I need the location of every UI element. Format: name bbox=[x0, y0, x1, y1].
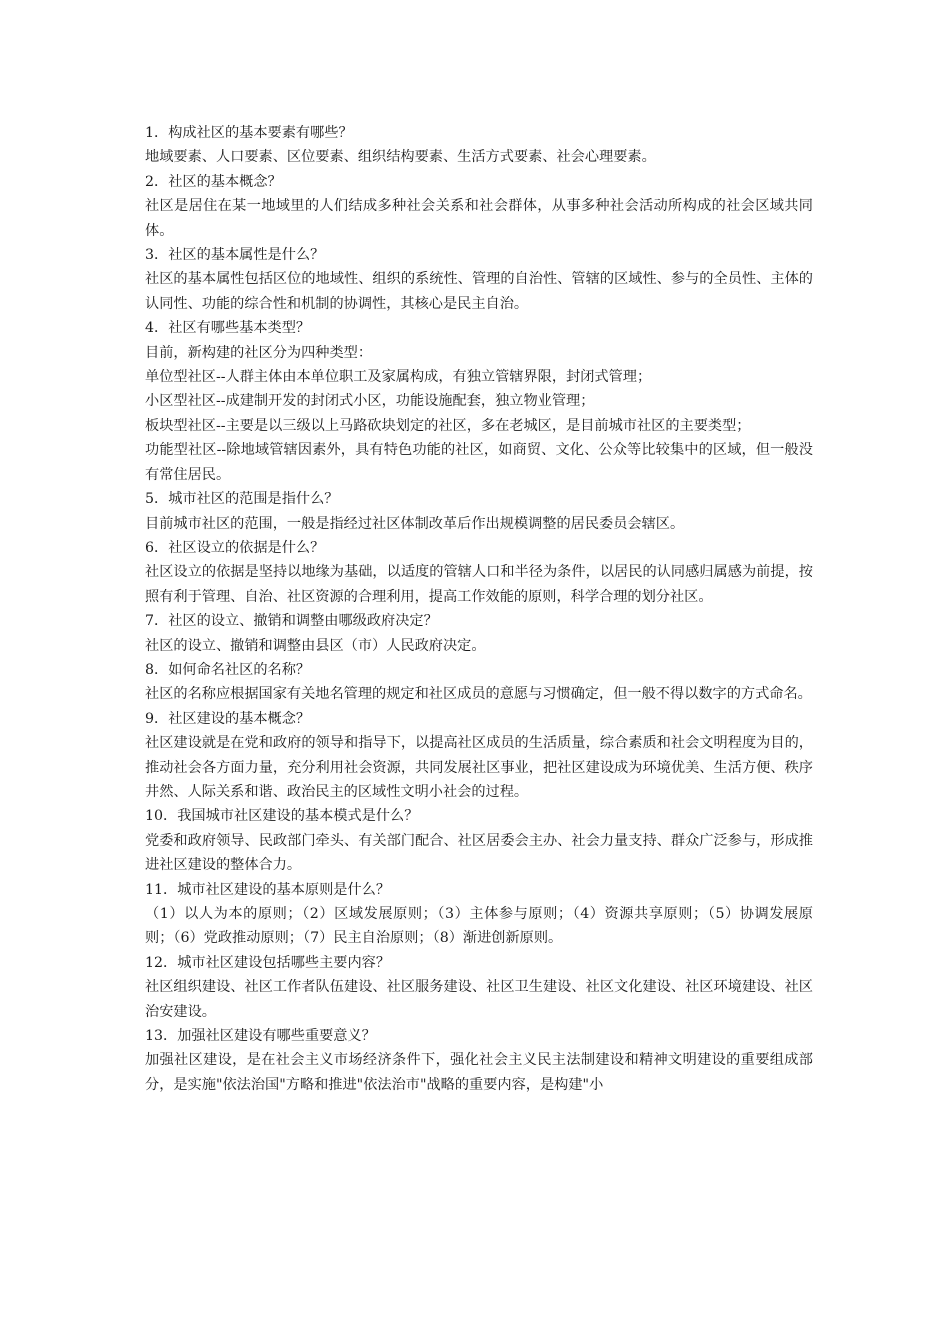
question-8: 8．如何命名社区的名称？ bbox=[145, 661, 311, 678]
question-2: 2．社区的基本概念？ bbox=[145, 173, 282, 190]
answer-4-type-block: 板块型社区--主要是以三级以上马路砍块划定的社区，多在老城区，是目前城市社区的主要类型； bbox=[145, 417, 751, 434]
answer-9: 社区建设就是在党和政府的领导和指导下，以提高社区成员的生活质量，综合素质和社会文明程度为目的，推动社会各方面力量，充分利用社会资源，共同发展社区事业，把社区建设成为环境优美、生活方便、秩序井然、人际关系和谐、政治民主的区域性文明小社会的过程。 bbox=[145, 735, 813, 800]
question-7: 7．社区的设立、撤销和调整由哪级政府决定？ bbox=[145, 613, 438, 630]
answer-3: 社区的基本属性包括区位的地域性、组织的系统性、管理的自治性、管辖的区域性、参与的全员性、主体的认同性、功能的综合性和机制的协调性，其核心是民主自治。 bbox=[145, 271, 813, 312]
document-body bbox=[145, 121, 813, 1097]
question-13: 13．加强社区建设有哪些重要意义？ bbox=[145, 1028, 376, 1045]
answer-11: （1）以人为本的原则；（2）区域发展原则；（3）主体参与原则；（4）资源共享原则；（5）协调发展原则；（6）党政推动原则；（7）民主自治原则；（8）渐进创新原则。 bbox=[145, 906, 813, 947]
answer-2: 社区是居住在某一地域里的人们结成多种社会关系和社会群体，从事多种社会活动所构成的社会区域共同体。 bbox=[145, 198, 813, 239]
question-6: 6．社区设立的依据是什么？ bbox=[145, 539, 325, 556]
answer-6: 社区设立的依据是坚持以地缘为基础，以适度的管辖人口和半径为条件，以居民的认同感归属感为前提，按照有利于管理、自治、社区资源的合理利用，提高工作效能的原则，科学合理的划分社区。 bbox=[145, 564, 813, 605]
answer-8: 社区的名称应根据国家有关地名管理的规定和社区成员的意愿与习惯确定，但一般不得以数字的方式命名。 bbox=[145, 686, 812, 703]
answer-10: 党委和政府领导、民政部门牵头、有关部门配合、社区居委会主办、社会力量支持、群众广泛参与，形成推进社区建设的整体合力。 bbox=[145, 832, 813, 874]
answer-1: 地域要素、人口要素、区位要素、组织结构要素、生活方式要素、社会心理要素。 bbox=[145, 149, 656, 166]
question-12: 12．城市社区建设包括哪些主要内容？ bbox=[145, 954, 391, 971]
answer-7: 社区的设立、撤销和调整由县区（市）人民政府决定。 bbox=[145, 637, 486, 654]
question-9: 9．社区建设的基本概念？ bbox=[145, 710, 311, 727]
answer-4-type-functional: 功能型社区--除地域管辖因素外，具有特色功能的社区，如商贸、文化、公众等比较集中的区域，但一般没有常住居民。 bbox=[145, 442, 813, 483]
answer-13: 加强社区建设，是在社会主义市场经济条件下，强化社会主义民主法制建设和精神文明建设的重要组成部分，是实施"依法治国"方略和推进"依法治市"战略的重要内容，是构建"小 bbox=[145, 1052, 813, 1093]
question-3: 3．社区的基本属性是什么？ bbox=[145, 247, 325, 264]
answer-4-intro: 目前，新构建的社区分为四种类型： bbox=[145, 344, 373, 361]
answer-5: 目前城市社区的范围，一般是指经过社区体制改革后作出规模调整的居民委员会辖区。 bbox=[145, 515, 685, 532]
question-10: 10．我国城市社区建设的基本模式是什么？ bbox=[145, 808, 419, 825]
question-4: 4．社区有哪些基本类型？ bbox=[145, 320, 311, 337]
question-11: 11．城市社区建设的基本原则是什么？ bbox=[145, 881, 391, 898]
answer-4-type-unit: 单位型社区--人群主体由本单位职工及家属构成，有独立管辖界限，封闭式管理； bbox=[145, 369, 652, 386]
answer-4-type-estate: 小区型社区--成建制开发的封闭式小区，功能设施配套，独立物业管理； bbox=[145, 393, 595, 410]
question-5: 5．城市社区的范围是指什么？ bbox=[145, 491, 339, 508]
question-1: 1．构成社区的基本要素有哪些？ bbox=[145, 125, 353, 141]
answer-12: 社区组织建设、社区工作者队伍建设、社区服务建设、社区卫生建设、社区文化建设、社区环境建设、社区治安建设。 bbox=[145, 979, 813, 1020]
